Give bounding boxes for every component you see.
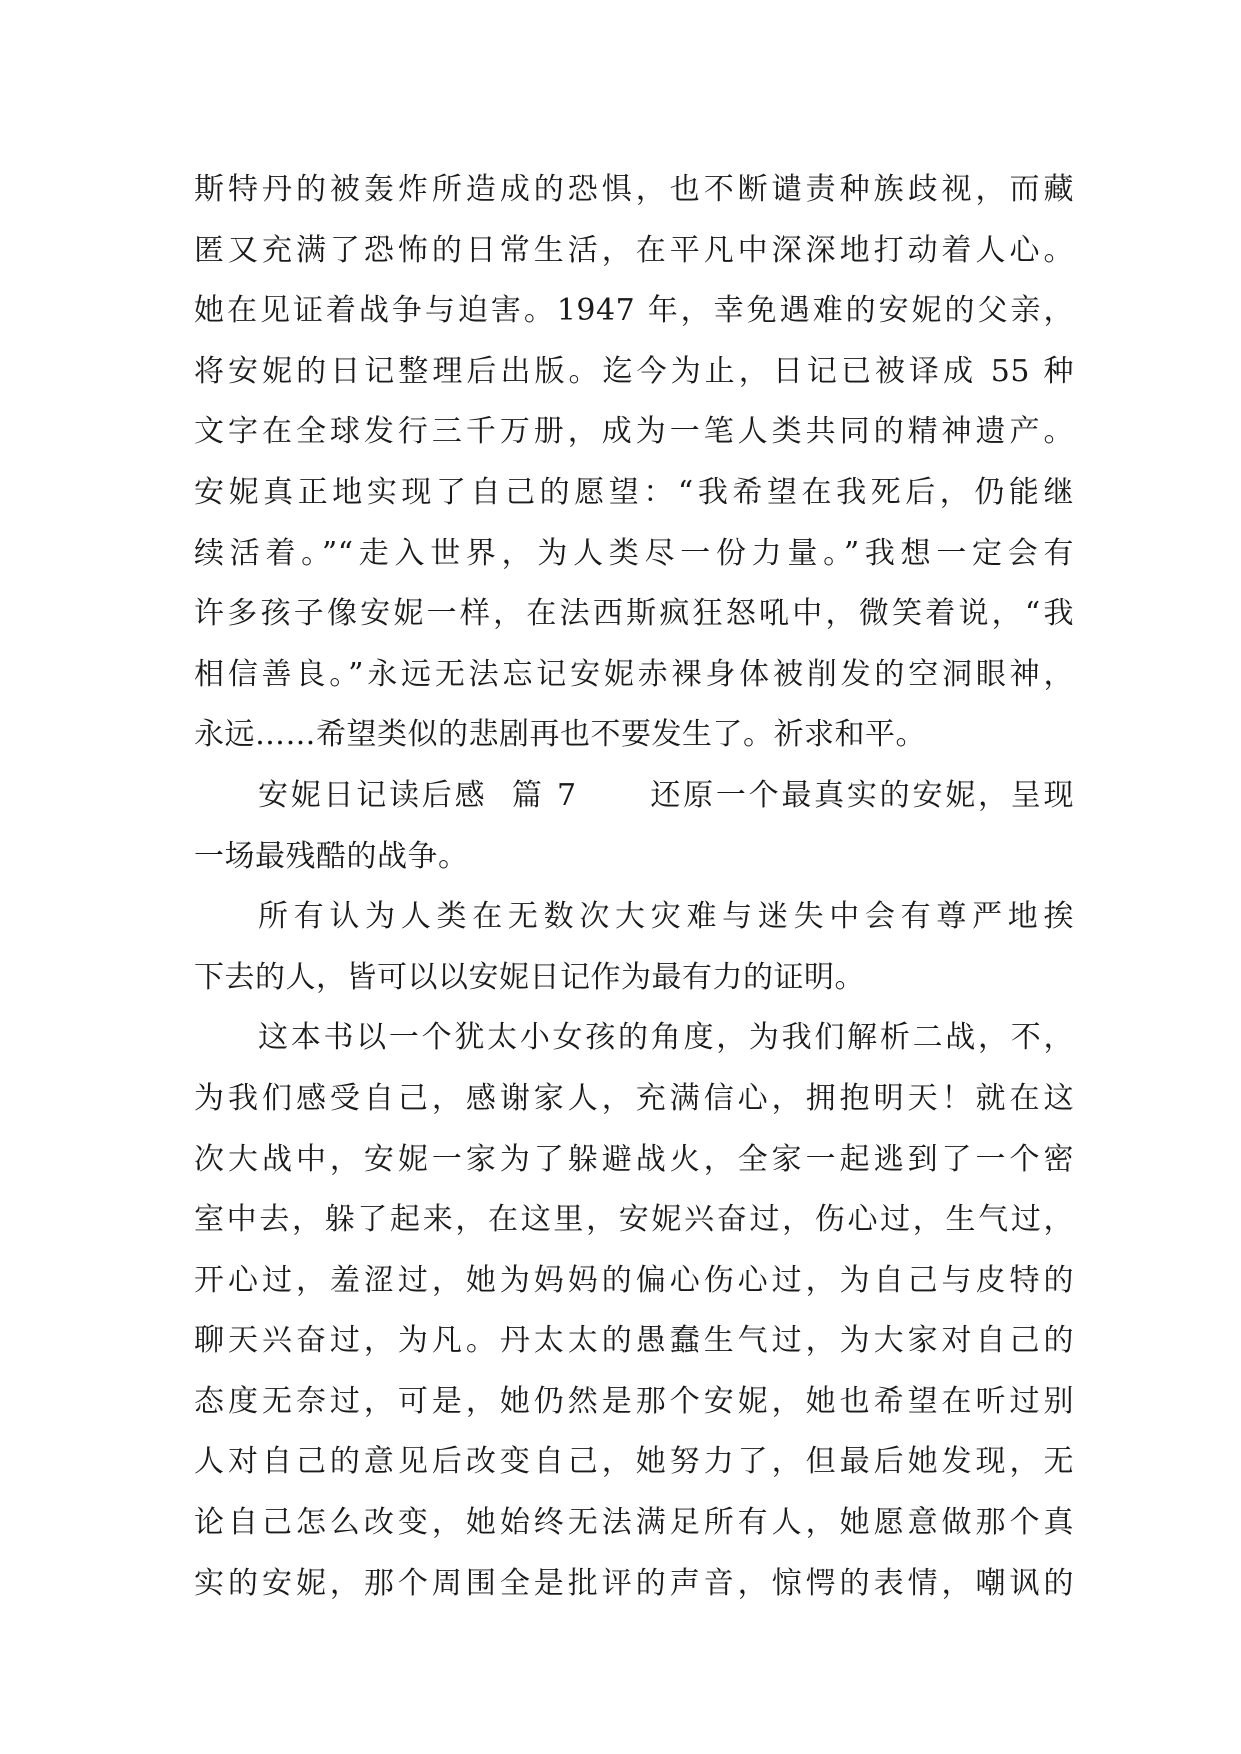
paragraph-start-line: 这本书以一个犹太小女孩的角度，为我们解析二战，不， (258, 1020, 1074, 1056)
text-line: 将安妮的日记整理后出版。迄今为止，日记已被译成 55 种 (194, 353, 1074, 389)
text-line: 文字在全球发行三千万册，成为一笔人类共同的精神遗产。 (194, 414, 1074, 450)
text-line: 下去的人，皆可以以安妮日记作为最有力的证明。 (194, 959, 865, 995)
text-line: 为我们感受自己，感谢家人，充满信心，拥抱明天！就在这 (194, 1080, 1074, 1116)
text-line: 聊天兴奋过，为凡。丹太太的愚蠢生气过，为大家对自己的 (194, 1323, 1074, 1359)
text-line: 实的安妮，那个周围全是批评的声音，惊愕的表情，嘲讽的 (194, 1565, 1074, 1601)
text-line: 她在见证着战争与迫害。1947 年，幸免遇难的安妮的父亲， (194, 293, 1074, 329)
text-line: 次大战中，安妮一家为了躲避战火，全家一起逃到了一个密 (194, 1141, 1074, 1177)
body-text (194, 160, 1074, 1614)
text-line: 人对自己的意见后改变自己，她努力了，但最后她发现，无 (194, 1444, 1074, 1480)
text-line: 永远……希望类似的悲剧再也不要发生了。祈求和平。 (194, 717, 926, 753)
text-line: 续活着。”“走入世界，为人类尽一份力量。”我想一定会有 (194, 535, 1074, 571)
text-line: 一场最残酷的战争。 (194, 838, 469, 874)
section-heading-line: 安妮日记读后感 篇 7 还原一个最真实的安妮，呈现 (258, 777, 1074, 813)
text-line: 论自己怎么改变，她始终无法满足所有人，她愿意做那个真 (194, 1505, 1074, 1541)
text-line: 许多孩子像安妮一样，在法西斯疯狂怒吼中，微笑着说，“我 (194, 596, 1074, 632)
text-line: 室中去，躲了起来，在这里，安妮兴奋过，伤心过，生气过， (194, 1202, 1074, 1238)
text-line: 匿又充满了恐怖的日常生活，在平凡中深深地打动着人心。 (194, 232, 1074, 268)
text-line: 态度无奈过，可是，她仍然是那个安妮，她也希望在听过别 (194, 1383, 1074, 1419)
text-line: 相信善良。”永远无法忘记安妮赤裸身体被削发的空洞眼神， (194, 656, 1074, 692)
text-line: 开心过，羞涩过，她为妈妈的偏心伤心过，为自己与皮特的 (194, 1262, 1074, 1298)
text-line: 安妮真正地实现了自己的愿望：“我希望在我死后，仍能继 (194, 474, 1074, 510)
paragraph-start-line: 所有认为人类在无数次大灾难与迷失中会有尊严地挨 (258, 899, 1074, 935)
text-line: 斯特丹的被轰炸所造成的恐惧，也不断谴责种族歧视，而藏 (194, 172, 1074, 207)
